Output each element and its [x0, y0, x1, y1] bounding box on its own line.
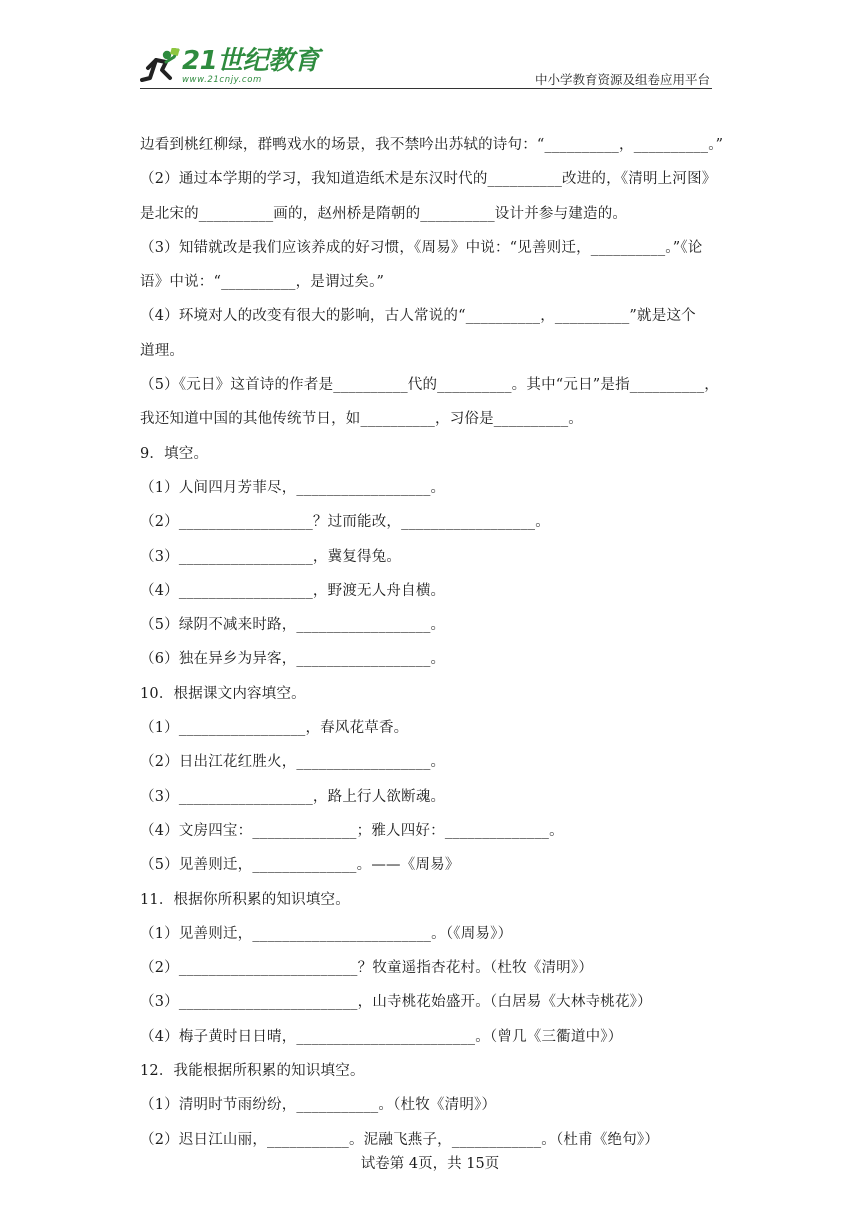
text-line: （2）__________________？过而能改，__________________。 [140, 514, 550, 531]
text-line: 边看到桃红柳绿，群鸭戏水的场景，我不禁吟出苏轼的诗句：“__________，__________。” [140, 137, 724, 153]
logo [140, 46, 319, 86]
text-line: （4）梅子黄时日日晴，________________________。（曾几《三衢道中》） [140, 1028, 623, 1045]
text-line: （3）__________________，冀复得兔。 [140, 548, 402, 565]
question-heading: 9．填空。 [140, 445, 209, 462]
logo-text: 21世纪教育 [182, 45, 320, 76]
logo-url: www.21cnjy.com [182, 74, 262, 85]
text-line: （1）_________________，春风花草香。 [140, 720, 409, 737]
page-header [140, 40, 712, 92]
text-line: （5）《元日》这首诗的作者是__________代的__________。其中“元日”是指__________， [140, 377, 719, 394]
exam-content [140, 128, 724, 1157]
text-line: 道理。 [140, 342, 185, 359]
running-figure-logo-icon [140, 48, 180, 84]
text-line: （3）__________________，路上行人欲断魂。 [140, 788, 446, 805]
header-divider [140, 88, 712, 89]
text-line: （2）通过本学期的学习，我知道造纸术是东汉时代的__________改进的，《清明上河图》 [140, 171, 717, 188]
page-number: 试卷第 4页，共 15页 [360, 1156, 500, 1172]
text-line: （1）清明时节雨纷纷，___________。（杜牧《清明》） [140, 1097, 497, 1114]
text-line: 我还知道中国的其他传统节日，如__________，习俗是__________。 [140, 411, 583, 428]
text-line: （1）人间四月芳菲尽，__________________。 [140, 479, 446, 496]
text-line: （2）________________________？牧童遥指杏花村。（杜牧《清明》） [140, 960, 594, 977]
question-heading: 12．我能根据所积累的知识填空。 [140, 1063, 365, 1080]
platform-name: 中小学教育资源及组卷应用平台 [534, 72, 710, 87]
question-heading: 11．根据你所积累的知识填空。 [140, 891, 350, 908]
text-line: （4）环境对人的改变有很大的影响，古人常说的“__________，__________”就是这个 [140, 308, 696, 325]
text-line: （3）知错就改是我们应该养成的好习惯，《周易》中说：“见善则迁，__________。”《论 [140, 239, 703, 256]
text-line: （1）见善则迁，________________________。（《周易》） [140, 925, 513, 942]
question-heading: 10．根据课文内容填空。 [140, 685, 306, 702]
text-line: （6）独在异乡为异客，__________________。 [140, 651, 446, 668]
text-line: （4）__________________，野渡无人舟自横。 [140, 582, 446, 599]
text-line: 语》中说：“__________，是谓过矣。” [140, 274, 385, 291]
text-line: （2）日出江花红胜火，__________________。 [140, 754, 446, 771]
text-line: 是北宋的__________画的，赵州桥是隋朝的__________设计并参与建造的。 [140, 205, 628, 222]
text-line: （5）绿阴不减来时路，__________________。 [140, 617, 446, 634]
text-line: （5）见善则迁，______________。——《周易》 [140, 857, 460, 874]
text-line: （4）文房四宝：______________；雅人四好：______________。 [140, 822, 564, 839]
text-line: （2）迟日江山丽，___________。泥融飞燕子，____________。（杜甫《绝句》） [140, 1131, 660, 1148]
text-line: （3）________________________，山寺桃花始盛开。（白居易《大林寺桃花》） [140, 994, 652, 1011]
